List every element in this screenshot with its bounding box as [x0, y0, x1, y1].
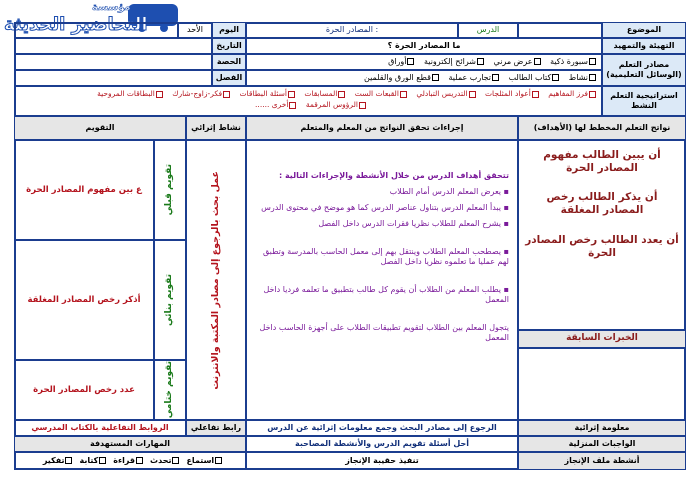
objectives-list — [518, 140, 686, 330]
step-text: يشرح المعلم للطلاب نظريا فقرات الدرس داخل الفصل — [318, 219, 502, 228]
objective-item: أن يذكر الطالب رخص المصادر المغلقة — [546, 191, 658, 217]
resource-label: نشاط — [568, 73, 588, 82]
checkbox-icon — [407, 58, 414, 65]
checkbox-icon — [289, 102, 296, 109]
resource-opt[interactable] — [569, 73, 597, 82]
section-value — [14, 70, 212, 86]
enrichment-header: نشاط إثرائي — [186, 116, 246, 140]
step-text: يطلب المعلم من الطلاب أن يقوم كل طالب بتطبيق ما تعلمه فرديا داخل المعمل — [263, 285, 509, 304]
eval-text: ع بين مفهوم المصادر الحرة — [14, 140, 154, 240]
enrichment-text: عمل بحث بالرجوع إلى مصادر المكتبة والانترنت — [210, 170, 222, 390]
class-value — [14, 54, 212, 70]
strategy-opt[interactable] — [548, 89, 597, 98]
resource-opt[interactable] — [449, 73, 501, 82]
strategy-opt[interactable] — [97, 89, 164, 98]
date-label: التاريخ — [212, 38, 246, 54]
eval-type-cell — [154, 360, 186, 420]
topic-value — [518, 22, 602, 38]
resource-label: قطع الورق والقلمين — [364, 73, 431, 82]
procedures-header: إجراءات تحقق النواتج من المعلم والمتعلم — [246, 116, 518, 140]
eval-type: تقويم ختامي — [164, 361, 175, 419]
header-blank — [14, 22, 178, 38]
enrichment-box — [186, 140, 246, 420]
checkbox-icon — [589, 74, 596, 81]
checkbox-icon — [477, 58, 484, 65]
skill-label: تفكير — [42, 456, 65, 465]
checkbox-icon — [432, 74, 439, 81]
strategy-label: أخرى ...... — [255, 100, 289, 110]
resource-label: تجارب عملية — [448, 73, 492, 82]
strategy-label: أعواد المثلجات — [484, 89, 531, 98]
resource-label: أوراق — [388, 57, 407, 66]
strategy-label: فكر-زاوج-شارك — [172, 89, 223, 98]
skill-opt[interactable] — [186, 456, 223, 466]
skill-label: استماع — [186, 456, 215, 465]
procedure-step: ▪ يشرح المعلم للطلاب نظريا فقرات الدرس داخل الفصل — [318, 219, 509, 228]
skill-opt[interactable] — [79, 456, 107, 466]
eval-text: عدد رخص المصادر الحرة — [14, 360, 154, 420]
strategy-opt[interactable] — [304, 89, 346, 98]
logo-subtitle: مؤسسة — [92, 2, 131, 13]
homework-label: الواجبات المنزلية — [518, 436, 686, 452]
strategy-label: الرؤوس المرقمة — [305, 100, 358, 110]
lesson-label: الدرس — [458, 22, 518, 38]
strategy-opt[interactable] — [172, 89, 231, 98]
checkbox-icon — [136, 457, 143, 464]
checkbox-icon — [552, 74, 559, 81]
target-skills-label: المهارات المستهدفة — [14, 436, 246, 452]
enrichment-info-label: معلومة إثرائية — [518, 420, 686, 436]
checkbox-icon — [359, 102, 366, 109]
resources-label: مصادر التعلم (الوسائل التعليمية) — [602, 54, 686, 86]
objective-item: أن يعدد الطالب رخص المصادر الحرة — [525, 233, 679, 259]
topic-label: الموضوع — [602, 22, 686, 38]
class-label: الحصة — [212, 54, 246, 70]
strategies-box — [14, 86, 602, 116]
objective-item: أن يبين الطالب مفهوم المصادر الحرة — [543, 149, 661, 175]
strategy-label: التدريس التبادلي — [416, 89, 468, 98]
resource-label: كتاب الطالب — [508, 73, 552, 82]
checkbox-icon — [288, 91, 295, 98]
procedure-step: ▪ يصطحب المعلم الطلاب وينتقل بهم إلى معمل الحاسب بالمدرسة وتطبق لهم عمليا ما تعلموه نظريا داخل الفصل — [262, 247, 509, 266]
evaluation-header: التقويم — [14, 116, 186, 140]
eval-type-cell — [154, 140, 186, 240]
resource-opt[interactable] — [494, 57, 542, 66]
procedure-step: ▪ يعرض المعلم الدرس أمام الطلاب — [389, 187, 509, 196]
resource-label: عرض مرني — [493, 57, 533, 66]
step-text: يتجول المعلم بين الطلاب لتقويم تطبيقات الطلاب على أجهزة الحاسب داخل المعمل — [259, 323, 509, 342]
resource-opt[interactable] — [550, 57, 597, 66]
strategy-label: المسابقات — [304, 89, 338, 98]
strategies-label: استراتيجية التعلم النشط — [602, 86, 686, 116]
section-label: الفصل — [212, 70, 246, 86]
checkbox-icon — [534, 58, 541, 65]
checkbox-icon — [532, 91, 539, 98]
eval-type-cell — [154, 240, 186, 360]
strategy-opt[interactable] — [239, 89, 296, 98]
strategy-label: فرز المفاهيم — [548, 89, 588, 98]
step-text: يبدأ المعلم الدرس بتناول عناصر الدرس كما هو موضح في محتوى الدرس — [261, 203, 502, 212]
portfolio-label: أنشطة ملف الإنجاز — [518, 452, 686, 470]
procedures-box — [246, 140, 518, 420]
strategy-opt[interactable] — [355, 89, 408, 98]
logo-title: التحاضير الحديثة — [4, 14, 148, 35]
step-text: يعرض المعلم الدرس أمام الطلاب — [389, 187, 502, 196]
eval-type: تقويم قبلي — [164, 164, 175, 216]
lesson-value: : المصادر الحرة — [246, 22, 458, 38]
skill-label: قراءة — [113, 456, 136, 465]
skills-checkboxes — [14, 452, 246, 470]
interactive-link-value[interactable]: الروابط التفاعلية بالكتاب المدرسي — [14, 420, 186, 436]
intro-label: التهيئة والتمهيد — [602, 38, 686, 54]
portfolio-value: تنفيذ حقيبة الإنجاز — [246, 452, 518, 470]
strategy-opt[interactable] — [416, 89, 476, 98]
checkbox-icon — [99, 457, 106, 464]
checkbox-icon — [589, 58, 596, 65]
strategy-opt[interactable] — [485, 89, 540, 98]
skill-label: كتابة — [79, 456, 99, 465]
checkbox-icon — [215, 457, 222, 464]
prior-experience-value — [518, 348, 686, 420]
checkbox-icon — [223, 91, 230, 98]
resource-opt[interactable] — [509, 73, 561, 82]
checkbox-icon — [492, 74, 499, 81]
resources-row1 — [246, 54, 602, 70]
skill-opt[interactable] — [113, 456, 144, 466]
checkbox-icon — [469, 91, 476, 98]
strategy-opt[interactable] — [306, 100, 367, 109]
strategy-opt[interactable] — [255, 100, 297, 109]
procedures-intro: تتحقق أهداف الدرس من خلال الأنشطة والإجراءات التالية : — [278, 171, 509, 180]
strategy-label: أسئلة البطاقات — [239, 89, 288, 98]
objectives-header: نواتج التعلم المخطط لها (الأهداف) — [518, 116, 686, 140]
interactive-link-label: رابط تفاعلي — [186, 420, 246, 436]
day-label: اليوم — [212, 22, 246, 38]
resource-opt[interactable] — [424, 57, 485, 66]
eval-type: تقويم بنائي — [164, 274, 175, 326]
procedure-step: ▪ يطلب المعلم من الطلاب أن يقوم كل طالب بتطبيق ما تعلمه فرديا داخل المعمل — [263, 285, 509, 304]
homework-value: أحل أسئلة تقويم الدرس والأنشطة المصاحبة — [246, 436, 518, 452]
intro-value: ما المصادر الحرة ؟ — [246, 38, 602, 54]
resource-label: سبورة ذكية — [550, 57, 588, 66]
checkbox-icon — [338, 91, 345, 98]
resource-opt[interactable] — [364, 73, 440, 82]
resource-opt[interactable] — [388, 57, 415, 66]
eval-text: أذكر رخص المصادر المغلقة — [14, 240, 154, 360]
strategy-label: القبعات الست — [354, 89, 399, 98]
date-value — [14, 38, 212, 54]
skill-opt[interactable] — [43, 456, 74, 466]
prior-experience-label: الخبرات السابقة — [518, 330, 686, 348]
checkbox-icon — [589, 91, 596, 98]
resource-label: شرائح إلكترونية — [424, 57, 476, 66]
skill-label: تحدث — [150, 456, 172, 465]
checkbox-icon — [400, 91, 407, 98]
checkbox-icon — [156, 91, 163, 98]
checkbox-icon — [65, 457, 72, 464]
strategy-label: البطاقات المروحية — [97, 89, 155, 98]
procedure-step — [255, 323, 509, 343]
step-text: يصطحب المعلم الطلاب وينتقل بهم إلى معمل الحاسب بالمدرسة وتطبق لهم عمليا ما تعلموه نظريا داخل الفصل — [262, 247, 509, 266]
resources-row2 — [246, 70, 602, 86]
enrichment-info-value: الرجوع إلى مصادر البحث وجمع معلومات إثرائية عن الدرس — [246, 420, 518, 436]
checkbox-icon — [172, 457, 179, 464]
procedure-step: ▪ يبدأ المعلم الدرس بتناول عناصر الدرس كما هو موضح في محتوى الدرس — [261, 203, 509, 212]
skill-opt[interactable] — [150, 456, 180, 466]
day-value: الأحد — [178, 22, 212, 38]
